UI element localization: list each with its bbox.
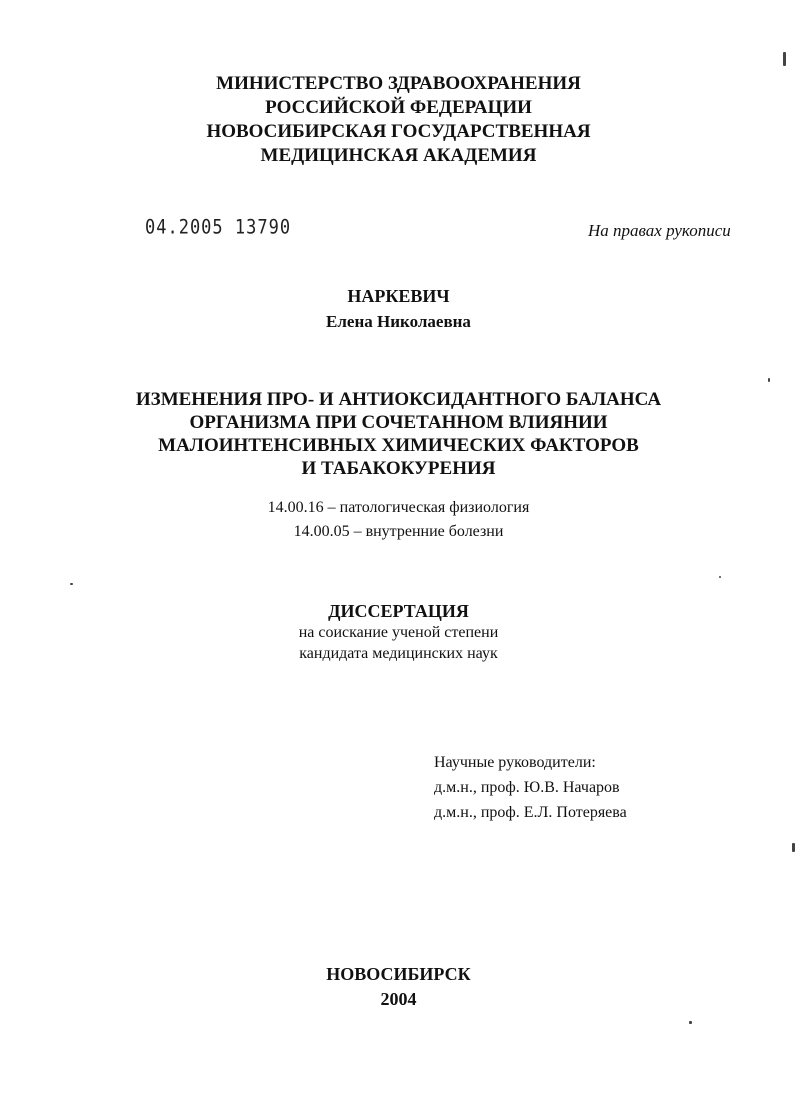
document-type-heading: ДИССЕРТАЦИЯ <box>328 601 469 621</box>
title-line: ОРГАНИЗМА ПРИ СОЧЕТАННОМ ВЛИЯНИИ <box>189 412 608 433</box>
document-type-line: на соискание ученой степени <box>298 624 499 641</box>
supervisor-name: д.м.н., проф. Ю.В. Начаров <box>434 779 620 796</box>
supervisor-name: д.м.н., проф. Е.Л. Потеряева <box>434 804 627 821</box>
title-line: И ТАБАКОКУРЕНИЯ <box>301 458 496 479</box>
city-name: НОВОСИБИРСК <box>326 964 471 984</box>
institution-line: РОССИЙСКОЙ ФЕДЕРАЦИИ <box>265 97 532 118</box>
specialties-list <box>0 496 797 544</box>
scan-speck <box>792 843 795 852</box>
author-block <box>0 284 797 334</box>
specialty-item: 14.00.05 – внутренние болезни <box>293 523 504 540</box>
scan-speck <box>719 576 721 578</box>
institution-line: НОВОСИБИРСКАЯ ГОСУДАРСТВЕННАЯ <box>206 121 591 142</box>
supervisors-block <box>434 750 627 825</box>
scan-speck <box>70 583 73 585</box>
scan-speck <box>768 378 770 382</box>
document-type-block <box>0 601 797 664</box>
scan-speck <box>689 1021 692 1024</box>
supervisors-label: Научные руководители: <box>434 754 596 771</box>
archive-stamp-number: 04.2005 13790 <box>145 216 292 239</box>
institution-line: МИНИСТЕРСТВО ЗДРАВООХРАНЕНИЯ <box>216 73 581 94</box>
document-type-line: кандидата медицинских наук <box>299 645 498 662</box>
dissertation-title <box>0 388 797 480</box>
title-line: ИЗМЕНЕНИЯ ПРО- И АНТИОКСИДАНТНОГО БАЛАНСА <box>135 389 662 410</box>
author-given-names: Елена Николаевна <box>326 312 471 331</box>
specialty-item: 14.00.16 – патологическая физиология <box>267 499 530 516</box>
institution-line: МЕДИЦИНСКАЯ АКАДЕМИЯ <box>260 145 537 166</box>
title-line: МАЛОИНТЕНСИВНЫХ ХИМИЧЕСКИХ ФАКТОРОВ <box>158 435 639 456</box>
scan-speck <box>783 52 786 66</box>
author-surname: НАРКЕВИЧ <box>347 286 450 306</box>
year: 2004 <box>380 989 417 1009</box>
institution-header <box>0 72 797 168</box>
city-year-block <box>0 962 797 1012</box>
manuscript-rights-note: На правах рукописи <box>588 221 731 240</box>
